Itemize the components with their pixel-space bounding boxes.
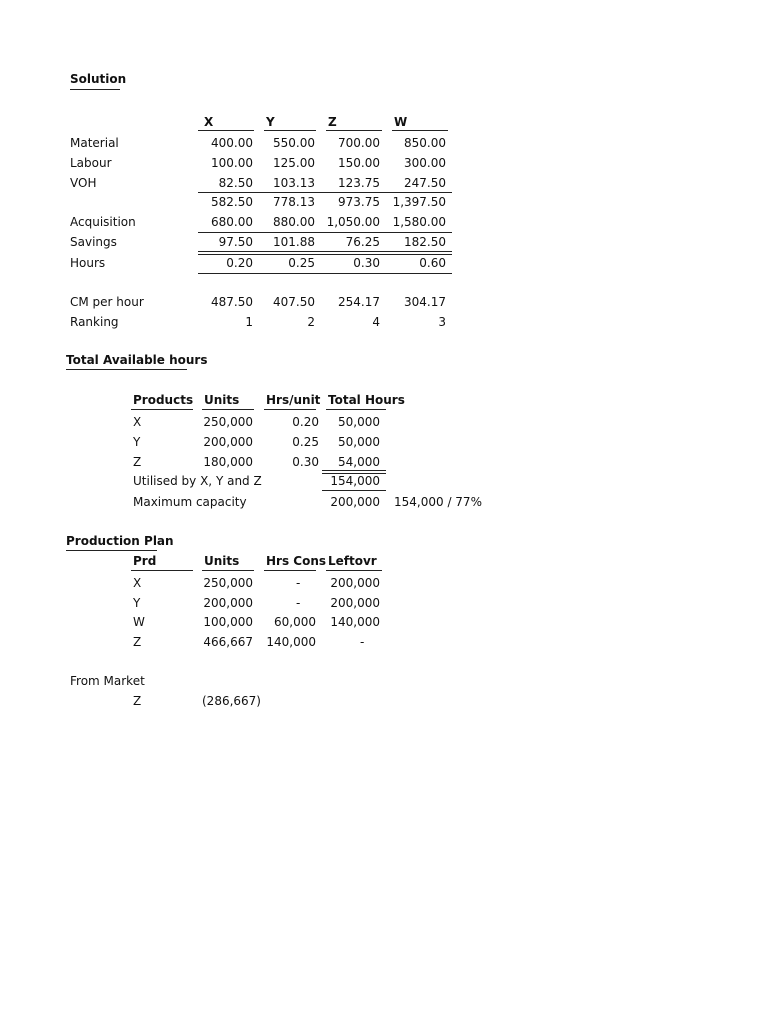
cell: 0.25 — [288, 256, 315, 270]
cell: 3 — [438, 315, 446, 329]
cell: 300.00 — [404, 156, 446, 170]
plan-leftovr: - — [360, 635, 365, 649]
cell: 880.00 — [273, 215, 315, 229]
header-underline — [326, 409, 386, 410]
header-underline — [264, 130, 316, 131]
page-title: Solution — [70, 72, 127, 86]
cell: 778.13 — [273, 195, 315, 209]
section-title-underline — [66, 369, 187, 370]
plan-header-leftovr: Leftovr — [328, 554, 377, 568]
header-underline — [131, 570, 193, 571]
hours-header-total: Total Hours — [328, 393, 405, 407]
cell: 680.00 — [211, 215, 253, 229]
hours-units: 250,000 — [203, 415, 253, 429]
plan-header-units: Units — [204, 554, 240, 568]
cell: 76.25 — [345, 235, 380, 249]
cell: 1,397.50 — [392, 195, 446, 209]
plan-hrs-cons: - — [296, 576, 301, 590]
row-label-ranking: Ranking — [70, 315, 119, 329]
cell: 0.60 — [419, 256, 446, 270]
header-underline — [202, 570, 254, 571]
section-title-underline — [66, 550, 157, 551]
row-rule — [322, 490, 386, 491]
hours-header-hrs-unit: Hrs/unit — [266, 393, 321, 407]
col-header-z: Z — [328, 115, 337, 129]
cell: 1,050.00 — [326, 215, 380, 229]
hours-total: 54,000 — [338, 455, 380, 469]
hours-header-units: Units — [204, 393, 240, 407]
plan-hrs-cons: - — [296, 596, 301, 610]
plan-units: 466,667 — [203, 635, 253, 649]
row-label-cm-per-hour: CM per hour — [70, 295, 144, 309]
row-label-acquisition: Acquisition — [70, 215, 136, 229]
header-underline — [392, 130, 448, 131]
plan-hrs-cons: 60,000 — [274, 615, 316, 629]
cell: 1 — [245, 315, 253, 329]
hours-product: X — [133, 415, 142, 429]
hours-units: 200,000 — [203, 435, 253, 449]
hours-hrs-unit: 0.30 — [292, 455, 319, 469]
header-underline — [131, 409, 193, 410]
cell: 97.50 — [218, 235, 253, 249]
utilised-value: 154,000 — [330, 474, 380, 488]
cell: 123.75 — [338, 176, 380, 190]
plan-hrs-cons: 140,000 — [266, 635, 316, 649]
hours-hrs-unit: 0.25 — [292, 435, 319, 449]
col-header-y: Y — [266, 115, 275, 129]
cell: 582.50 — [211, 195, 253, 209]
cell: 182.50 — [404, 235, 446, 249]
from-market-label: From Market — [70, 674, 145, 688]
max-capacity-value: 200,000 — [330, 495, 380, 509]
cell: 407.50 — [273, 295, 315, 309]
hours-product: Y — [133, 435, 141, 449]
cell: 850.00 — [404, 136, 446, 150]
cell: 1,580.00 — [392, 215, 446, 229]
row-label-savings: Savings — [70, 235, 117, 249]
plan-leftovr: 200,000 — [330, 576, 380, 590]
plan-leftovr: 140,000 — [330, 615, 380, 629]
row-label-material: Material — [70, 136, 119, 150]
header-underline — [202, 409, 254, 410]
hours-units: 180,000 — [203, 455, 253, 469]
row-rule — [198, 273, 452, 274]
plan-prd: X — [133, 576, 142, 590]
max-capacity-label: Maximum capacity — [133, 495, 247, 509]
hours-header-products: Products — [133, 393, 194, 407]
row-label-hours: Hours — [70, 256, 106, 270]
cell: 82.50 — [218, 176, 253, 190]
header-underline — [198, 130, 254, 131]
col-header-x: X — [204, 115, 214, 129]
cell: 4 — [372, 315, 380, 329]
cell: 150.00 — [338, 156, 380, 170]
cell: 125.00 — [273, 156, 315, 170]
header-underline — [326, 570, 382, 571]
row-label-voh: VOH — [70, 176, 97, 190]
from-market-product: Z — [133, 694, 142, 708]
cell: 100.00 — [211, 156, 253, 170]
cell: 254.17 — [338, 295, 380, 309]
section-title-hours: Total Available hours — [66, 353, 208, 367]
plan-prd: Z — [133, 635, 142, 649]
cell: 0.30 — [353, 256, 380, 270]
cell: 550.00 — [273, 136, 315, 150]
col-header-w: W — [394, 115, 408, 129]
plan-units: 250,000 — [203, 576, 253, 590]
plan-header-prd: Prd — [133, 554, 157, 568]
plan-header-hrs-cons: Hrs Cons — [266, 554, 327, 568]
cell: 304.17 — [404, 295, 446, 309]
section-title-plan: Production Plan — [66, 534, 174, 548]
subtotal-rule — [198, 192, 452, 193]
header-underline — [264, 409, 316, 410]
row-label-labour: Labour — [70, 156, 112, 170]
subtotal-rule — [198, 232, 452, 233]
hours-product: Z — [133, 455, 142, 469]
cell: 2 — [307, 315, 315, 329]
utilised-label: Utilised by X, Y and Z — [133, 474, 262, 488]
plan-units: 200,000 — [203, 596, 253, 610]
cell: 101.88 — [273, 235, 315, 249]
title-underline — [70, 89, 120, 90]
cell: 973.75 — [338, 195, 380, 209]
cell: 247.50 — [404, 176, 446, 190]
plan-prd: W — [133, 615, 145, 629]
from-market-value: (286,667) — [202, 694, 261, 708]
plan-prd: Y — [133, 596, 141, 610]
cell: 400.00 — [211, 136, 253, 150]
header-underline — [264, 570, 316, 571]
total-double-rule — [198, 251, 452, 255]
cell: 487.50 — [211, 295, 253, 309]
cell: 700.00 — [338, 136, 380, 150]
header-underline — [326, 130, 382, 131]
plan-units: 100,000 — [203, 615, 253, 629]
max-capacity-note: 154,000 / 77% — [394, 495, 482, 509]
hours-total: 50,000 — [338, 435, 380, 449]
plan-leftovr: 200,000 — [330, 596, 380, 610]
hours-hrs-unit: 0.20 — [292, 415, 319, 429]
cell: 0.20 — [226, 256, 253, 270]
cell: 103.13 — [273, 176, 315, 190]
hours-total: 50,000 — [338, 415, 380, 429]
